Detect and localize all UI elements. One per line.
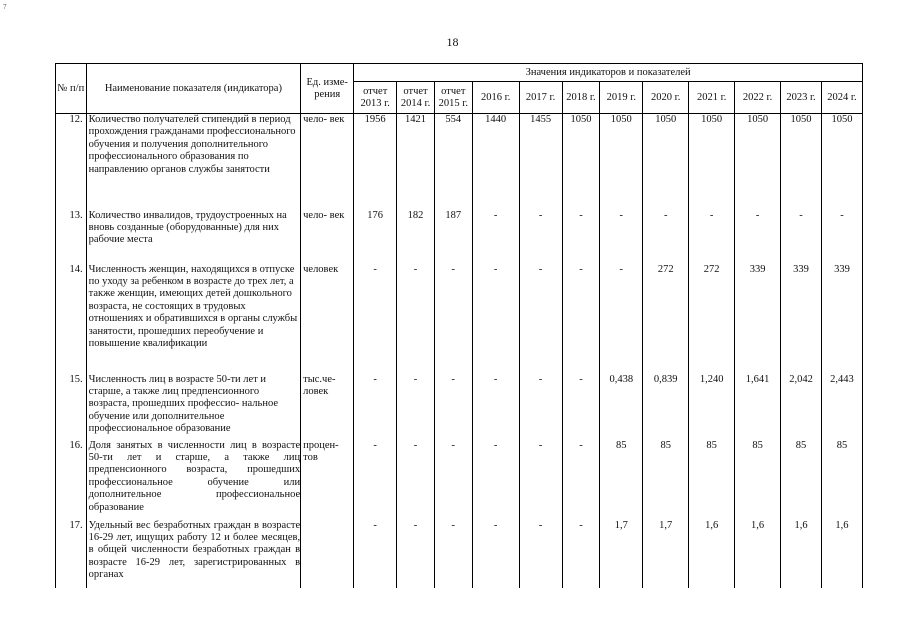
indicators-table xyxy=(55,63,863,588)
value-cell: - xyxy=(354,264,397,374)
value-cell: 339 xyxy=(735,264,781,374)
value-cell: - xyxy=(600,210,643,264)
indicator-name: Удельный вес безработных граждан в возрасте 16-29 лет, ищущих работу 12 и более месяцев, в общей численности безработных граждан в возрасте 16-29 лет, зарегистрированных в органах xyxy=(86,520,300,588)
value-cell: 1,6 xyxy=(821,520,862,588)
value-cell: - xyxy=(472,440,519,520)
value-cell: 1,641 xyxy=(735,374,781,440)
col-header-name: Наименование показателя (индикатора) xyxy=(86,64,300,114)
value-cell: - xyxy=(519,440,562,520)
value-cell: 187 xyxy=(434,210,472,264)
value-cell: 1455 xyxy=(519,114,562,210)
indicator-name: Количество инвалидов, трудоустроенных на вновь созданные (оборудованные) для них рабочие места xyxy=(86,210,300,264)
value-cell: 339 xyxy=(781,264,822,374)
col-header-year: отчет 2013 г. xyxy=(354,82,397,114)
value-cell: 1,7 xyxy=(643,520,689,588)
value-cell: 2,443 xyxy=(821,374,862,440)
value-cell: - xyxy=(562,210,600,264)
value-cell: - xyxy=(562,374,600,440)
table-row xyxy=(56,264,863,374)
col-header-year: 2018 г. xyxy=(562,82,600,114)
value-cell: - xyxy=(354,374,397,440)
value-cell: 85 xyxy=(600,440,643,520)
indicator-name: Численность женщин, находящихся в отпуске по уходу за ребенком в возрасте до трех лет, а также женщин, имеющих детей дошкольного возраста, не состоящих в трудовых отношениях и обратившихся в органы службы занятости, прошедших переобучение и повышение квалификации xyxy=(86,264,300,374)
value-cell: - xyxy=(434,374,472,440)
col-header-year: 2020 г. xyxy=(643,82,689,114)
value-cell: - xyxy=(519,210,562,264)
col-header-year: 2023 г. xyxy=(781,82,822,114)
value-cell: - xyxy=(519,264,562,374)
value-cell: 1,7 xyxy=(600,520,643,588)
row-number: 14. xyxy=(56,264,87,374)
value-cell: 1,240 xyxy=(689,374,735,440)
value-cell: 1,6 xyxy=(781,520,822,588)
value-cell: 1050 xyxy=(781,114,822,210)
value-cell: - xyxy=(472,210,519,264)
value-cell: - xyxy=(434,264,472,374)
row-number: 16. xyxy=(56,440,87,520)
table-row xyxy=(56,114,863,210)
col-header-year: 2022 г. xyxy=(735,82,781,114)
unit-cell: тыс.че- ловек xyxy=(301,374,354,440)
value-cell: - xyxy=(519,374,562,440)
value-cell: 1050 xyxy=(821,114,862,210)
value-cell: 85 xyxy=(781,440,822,520)
value-cell: 1050 xyxy=(562,114,600,210)
table-row xyxy=(56,440,863,520)
row-number: 13. xyxy=(56,210,87,264)
row-number: 12. xyxy=(56,114,87,210)
value-cell: - xyxy=(472,264,519,374)
col-header-year: 2024 г. xyxy=(821,82,862,114)
value-cell: 1,6 xyxy=(735,520,781,588)
value-cell: - xyxy=(689,210,735,264)
value-cell: 1,6 xyxy=(689,520,735,588)
value-cell: 1050 xyxy=(689,114,735,210)
col-header-year: 2017 г. xyxy=(519,82,562,114)
page-number: 18 xyxy=(446,35,459,49)
col-header-year: 2021 г. xyxy=(689,82,735,114)
indicator-name: Доля занятых в численности лиц в возрасте 50-ти лет и старше, а также лиц предпенсионного возраста, прошедших профессиональное обучение или дополнительное профессиональное образование xyxy=(86,440,300,520)
value-cell: 1440 xyxy=(472,114,519,210)
value-cell: - xyxy=(434,520,472,588)
value-cell: - xyxy=(643,210,689,264)
value-cell: 554 xyxy=(434,114,472,210)
col-header-unit: Ед. изме- рения xyxy=(301,64,354,114)
indicator-name: Численность лиц в возрасте 50-ти лет и старше, а также лиц предпенсионного возраста, прошедших профессио- нальное обучение или дополнительное профессиональное образование xyxy=(86,374,300,440)
value-cell: 272 xyxy=(643,264,689,374)
value-cell: 85 xyxy=(735,440,781,520)
value-cell: - xyxy=(562,440,600,520)
table-row xyxy=(56,520,863,588)
value-cell: 85 xyxy=(821,440,862,520)
value-cell: 1050 xyxy=(643,114,689,210)
value-cell: 1050 xyxy=(735,114,781,210)
col-header-year: 2016 г. xyxy=(472,82,519,114)
value-cell: 1050 xyxy=(600,114,643,210)
value-cell: 339 xyxy=(821,264,862,374)
value-cell: - xyxy=(735,210,781,264)
value-cell: - xyxy=(562,520,600,588)
value-cell: - xyxy=(562,264,600,374)
value-cell: - xyxy=(397,374,435,440)
value-cell: 1421 xyxy=(397,114,435,210)
value-cell: 272 xyxy=(689,264,735,374)
col-header-year: отчет 2014 г. xyxy=(397,82,435,114)
value-cell: 0,839 xyxy=(643,374,689,440)
value-cell: - xyxy=(519,520,562,588)
value-cell: - xyxy=(397,440,435,520)
col-header-year: 2019 г. xyxy=(600,82,643,114)
value-cell: 176 xyxy=(354,210,397,264)
table-row xyxy=(56,374,863,440)
value-cell: 85 xyxy=(689,440,735,520)
value-cell: 85 xyxy=(643,440,689,520)
unit-cell: чело- век xyxy=(301,210,354,264)
value-cell: - xyxy=(821,210,862,264)
corner-mark: 7 xyxy=(3,3,7,11)
unit-cell: человек xyxy=(301,264,354,374)
value-cell: - xyxy=(397,520,435,588)
value-cell: 2,042 xyxy=(781,374,822,440)
row-number: 15. xyxy=(56,374,87,440)
col-header-year: отчет 2015 г. xyxy=(434,82,472,114)
col-header-values: Значения индикаторов и показателей xyxy=(354,64,863,82)
value-cell: 0,438 xyxy=(600,374,643,440)
value-cell: - xyxy=(472,374,519,440)
table-row xyxy=(56,210,863,264)
unit-cell: чело- век xyxy=(301,114,354,210)
value-cell: 1956 xyxy=(354,114,397,210)
value-cell: - xyxy=(354,440,397,520)
value-cell: - xyxy=(434,440,472,520)
value-cell: - xyxy=(472,520,519,588)
value-cell: - xyxy=(781,210,822,264)
value-cell: - xyxy=(397,264,435,374)
indicator-name: Количество получателей стипендий в период прохождения гражданами профессионального обучения и получения дополнительного профессионального образования по направлению органов службы занятости xyxy=(86,114,300,210)
value-cell: - xyxy=(600,264,643,374)
value-cell: 182 xyxy=(397,210,435,264)
row-number: 17. xyxy=(56,520,87,588)
unit-cell: процен- тов xyxy=(301,440,354,520)
unit-cell xyxy=(301,520,354,588)
value-cell: - xyxy=(354,520,397,588)
col-header-num: № п/п xyxy=(56,64,87,114)
